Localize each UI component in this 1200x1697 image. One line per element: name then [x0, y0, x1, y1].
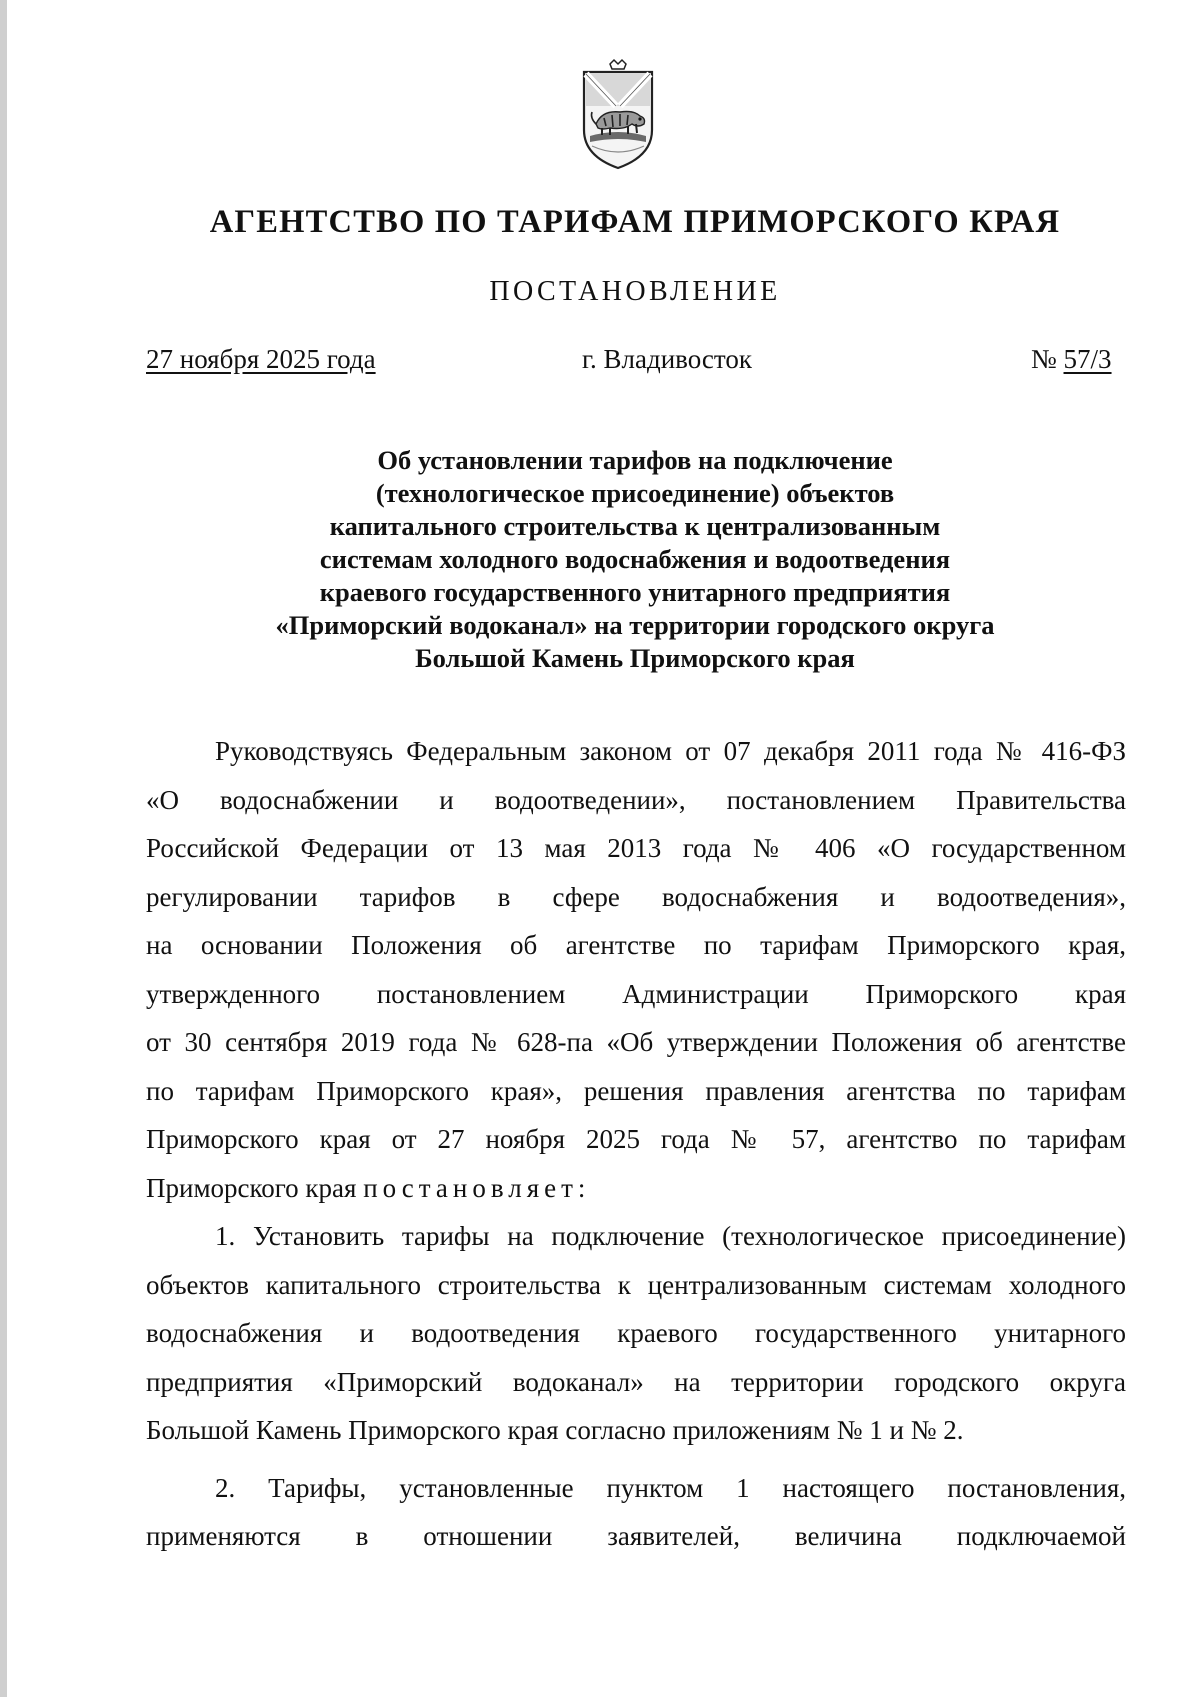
- body-line: Руководствуясь Федеральным законом от 07 декабря 2011 года № 416-ФЗ: [215, 736, 1126, 766]
- document-number-value: 57/3: [1063, 344, 1112, 374]
- body-line: от 30 сентября 2019 года № 628-па «Об утверждении Положения об агентстве: [146, 1027, 1126, 1057]
- item-1-paragraph: [146, 1212, 1126, 1455]
- title-line: капитального строительства к централизованным: [329, 511, 941, 541]
- primorsky-krai-coat-of-arms-icon: [580, 58, 656, 172]
- document-date: 27 ноября 2025 года: [146, 344, 376, 374]
- preamble-paragraph: [146, 727, 1126, 1212]
- document-type: ПОСТАНОВЛЕНИЕ: [489, 276, 781, 307]
- item-2-paragraph: [146, 1464, 1126, 1561]
- body-line: регулировании тарифов в сфере водоснабжения и водоотведения»,: [146, 881, 1126, 912]
- agency-name: АГЕНТСТВО ПО ТАРИФАМ ПРИМОРСКОГО КРАЯ: [209, 204, 1061, 240]
- document-number: [1031, 344, 1112, 375]
- title-line: Об установлении тарифов на подключение: [377, 445, 893, 475]
- body-line: 2. Тарифы, установленные пунктом 1 настоящего постановления,: [215, 1472, 1126, 1503]
- title-line: «Приморский водоканал» на территории городского округа: [275, 610, 995, 640]
- body-line: 1. Установить тарифы на подключение (технологическое присоединение): [215, 1221, 1126, 1251]
- body-line: Приморского края от 27 ноября 2025 года № 57, агентство по тарифам: [146, 1124, 1126, 1154]
- body-line: предприятия «Приморский водоканал» на территории городского округа: [146, 1366, 1126, 1397]
- document-title: [0, 444, 1200, 675]
- scan-edge: [0, 0, 7, 1697]
- body-line: по тарифам Приморского края», решения правления агентства по тарифам: [146, 1075, 1126, 1106]
- document-city: г. Владивосток: [582, 344, 752, 374]
- body-line: [146, 1164, 1126, 1213]
- title-line: Большой Камень Приморского края: [415, 643, 855, 673]
- body-line: применяются в отношении заявителей, величина подключаемой: [146, 1521, 1126, 1551]
- resolution-word: постановляет:: [363, 1172, 591, 1203]
- body-line: водоснабжения и водоотведения краевого государственного унитарного: [146, 1318, 1126, 1348]
- body-line: «О водоснабжении и водоотведении», постановлением Правительства: [146, 784, 1126, 815]
- title-line: краевого государственного унитарного предприятия: [319, 577, 951, 607]
- body-line: утвержденного постановлением Администрации Приморского края: [146, 978, 1126, 1009]
- preamble-end-text: Приморского края: [146, 1172, 364, 1203]
- document-body: [146, 727, 1126, 1561]
- body-line: Российской Федерации от 13 мая 2013 года № 406 «О государственном: [146, 833, 1126, 863]
- body-line: Большой Камень Приморского края согласно приложениям № 1 и № 2.: [146, 1415, 964, 1445]
- title-line: (технологическое присоединение) объектов: [375, 478, 895, 508]
- body-line: объектов капитального строительства к централизованным системам холодного: [146, 1269, 1126, 1300]
- title-line: системам холодного водоснабжения и водоотведения: [319, 544, 951, 574]
- document-number-prefix: №: [1031, 344, 1064, 374]
- body-line: на основании Положения об агентстве по тарифам Приморского края,: [146, 930, 1126, 960]
